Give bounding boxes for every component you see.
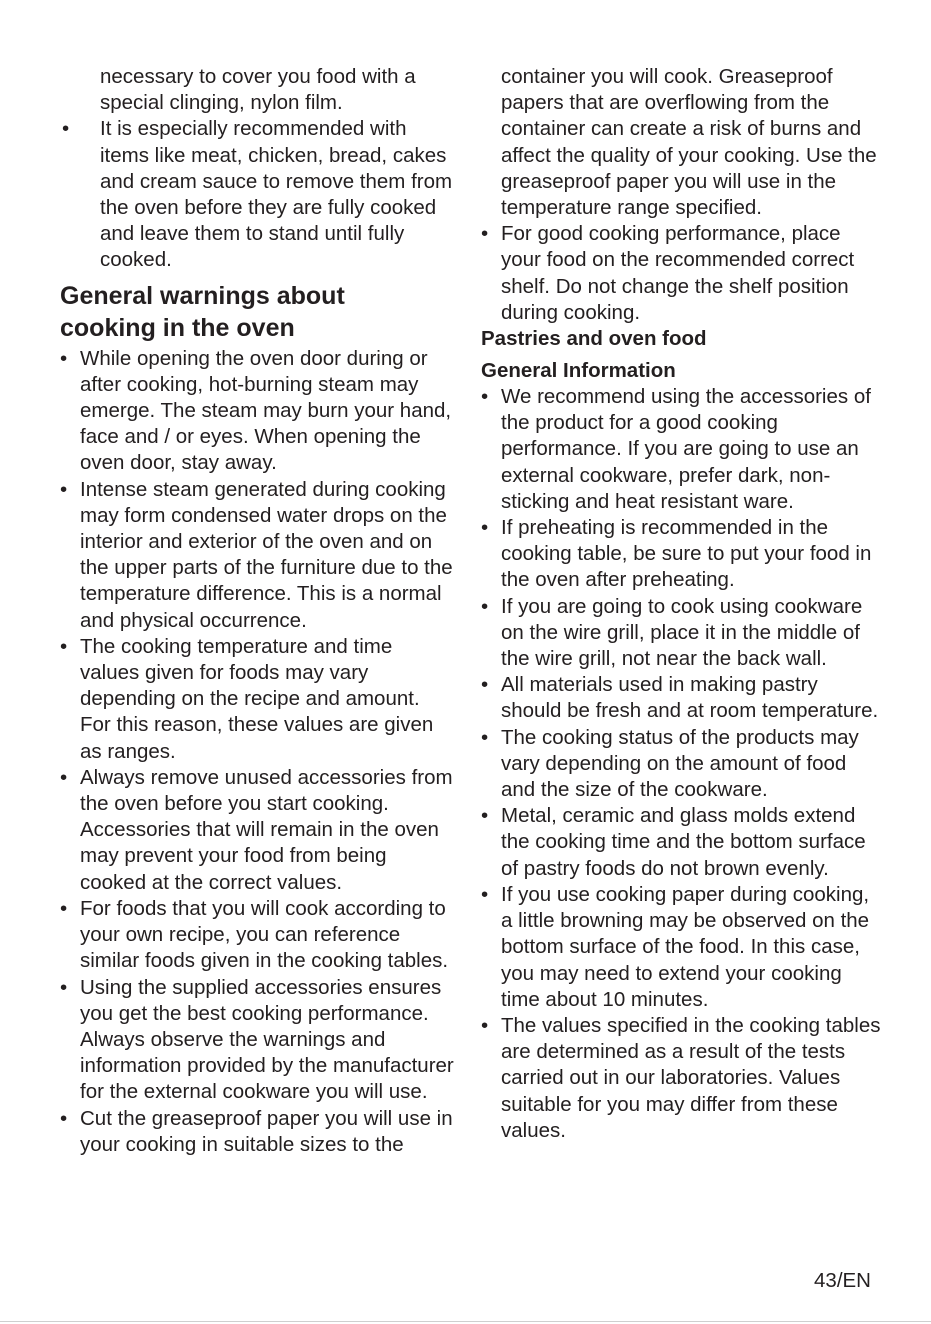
list-item: • Intense steam generated during cooking may form condensed water drops on the interior and exterior of the oven and on the upper parts of the furniture due to the temperature difference. This is a normal and physical occurrence. bbox=[60, 477, 455, 634]
right-column bbox=[481, 64, 881, 1144]
list-item: • All materials used in making pastry should be fresh and at room temperature. bbox=[481, 672, 881, 724]
section-heading: Pastries and oven food bbox=[481, 327, 707, 351]
warnings-bullet-list bbox=[60, 346, 455, 1158]
list-item: • Cut the greaseproof paper you will use in your cooking in suitable sizes to the bbox=[60, 1106, 455, 1158]
page-bottom-divider bbox=[0, 1321, 931, 1322]
list-item: • Using the supplied accessories ensures you get the best cooking performance. Always observe the warnings and information provided by the manufacturer for the external cookware you will use. bbox=[60, 975, 455, 1106]
left-column bbox=[60, 64, 455, 1158]
section-heading: General warnings about cooking in the oven bbox=[60, 281, 345, 342]
list-item: • If you are going to cook using cookware on the wire grill, place it in the middle of the wire grill, not near the back wall. bbox=[481, 594, 881, 673]
list-item: • If you use cooking paper during cooking, a little browning may be observed on the bottom surface of the food. In this case, you may need to extend your cooking time about 10 minutes. bbox=[481, 882, 881, 1013]
list-item: • The values specified in the cooking tables are determined as a result of the tests carried out in our laboratories. Values suitable for you may differ from these values. bbox=[481, 1013, 881, 1144]
list-item: • For good cooking performance, place your food on the recommended correct shelf. Do not change the shelf position during cooking. bbox=[481, 221, 881, 326]
subsection-heading: General Information bbox=[481, 359, 676, 383]
list-item: • Metal, ceramic and glass molds extend the cooking time and the bottom surface of pastry foods do not brown evenly. bbox=[481, 803, 881, 882]
intro-bullet-list bbox=[60, 116, 455, 273]
page-number: 43/EN bbox=[814, 1269, 871, 1292]
continued-paragraph: necessary to cover you food with a special clinging, nylon film. bbox=[100, 65, 416, 115]
information-bullet-list bbox=[481, 384, 881, 1144]
list-item: • It is especially recommended with items like meat, chicken, bread, cakes and cream sauce to remove them from the oven before they are fully cooked and leave them to stand until fully cooked. bbox=[60, 116, 455, 273]
list-item: • The cooking temperature and time values given for foods may vary depending on the recipe and amount. For this reason, these values are given as ranges. bbox=[60, 634, 455, 765]
list-item: • While opening the oven door during or after cooking, hot-burning steam may emerge. The steam may burn your hand, face and / or eyes. When opening the oven door, stay away. bbox=[60, 346, 455, 477]
list-item: • If preheating is recommended in the cooking table, be sure to put your food in the oven after preheating. bbox=[481, 515, 881, 594]
list-item: • Always remove unused accessories from the oven before you start cooking. Accessories that will remain in the oven may prevent your food from being cooked at the correct values. bbox=[60, 765, 455, 896]
top-bullet-list bbox=[481, 221, 881, 326]
continued-paragraph: container you will cook. Greaseproof papers that are overflowing from the container can create a risk of burns and affect the quality of your cooking. Use the greaseproof paper you will use in the temperature range specified. bbox=[501, 65, 877, 220]
list-item: • For foods that you will cook according to your own recipe, you can reference similar foods given in the cooking tables. bbox=[60, 896, 455, 975]
list-item: • We recommend using the accessories of the product for a good cooking performance. If you are going to use an external cookware, prefer dark, non-sticking and heat resistant ware. bbox=[481, 384, 881, 515]
list-item: • The cooking status of the products may vary depending on the amount of food and the size of the cookware. bbox=[481, 725, 881, 804]
